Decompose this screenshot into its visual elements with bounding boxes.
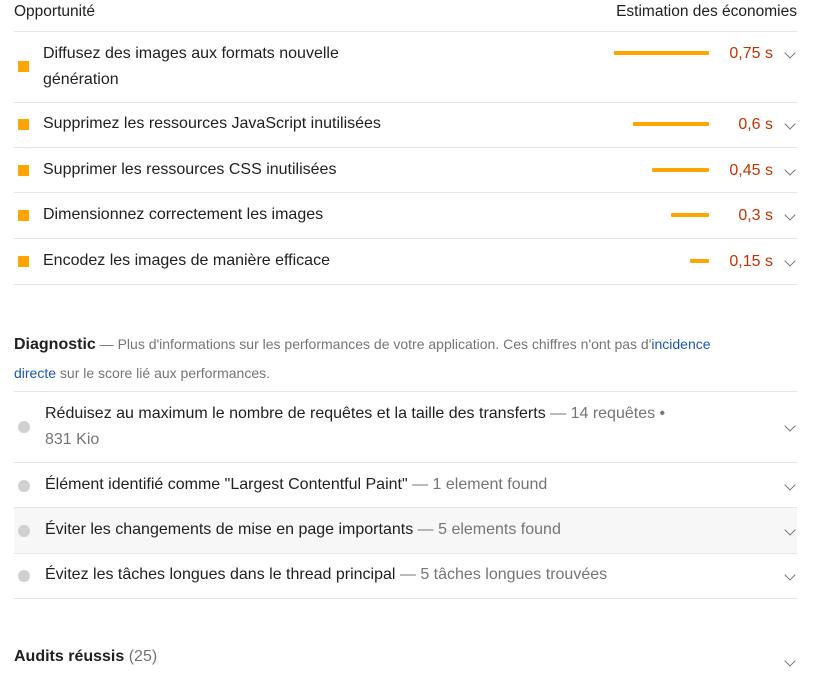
opportunity-title[interactable]: Diffusez des images aux formats nouvelle génération bbox=[43, 45, 339, 88]
savings-column-header: Estimation des économies bbox=[616, 3, 797, 20]
warning-square-icon bbox=[18, 119, 29, 130]
chevron-down-icon[interactable] bbox=[784, 655, 795, 666]
passed-audits-header[interactable]: Audits réussis (25) bbox=[14, 648, 158, 665]
divider bbox=[14, 284, 797, 285]
diagnostic-title: Diagnostic bbox=[14, 336, 96, 353]
divider bbox=[14, 391, 797, 392]
divider bbox=[14, 462, 797, 463]
savings-bar bbox=[633, 122, 709, 126]
warning-square-icon bbox=[18, 61, 29, 72]
info-dot-icon bbox=[18, 525, 30, 537]
divider bbox=[14, 31, 797, 32]
incidence-directe-link[interactable]: incidence directe bbox=[14, 336, 711, 381]
chevron-down-icon[interactable] bbox=[784, 209, 795, 220]
warning-square-icon bbox=[18, 165, 29, 176]
savings-bar bbox=[671, 213, 709, 217]
chevron-down-icon[interactable] bbox=[784, 420, 795, 431]
chevron-down-icon[interactable] bbox=[784, 47, 795, 58]
divider bbox=[14, 192, 797, 193]
savings-value: 0,6 s bbox=[738, 116, 773, 133]
warning-square-icon bbox=[18, 256, 29, 267]
divider bbox=[14, 238, 797, 239]
savings-value: 0,3 s bbox=[738, 207, 773, 224]
diagnostic-item-title[interactable]: Éviter les changements de mise en page importants — 5 elements found bbox=[45, 521, 561, 538]
savings-value: 0,75 s bbox=[729, 45, 773, 62]
opportunity-title[interactable]: Supprimez les ressources JavaScript inutilisées bbox=[43, 115, 381, 132]
chevron-down-icon[interactable] bbox=[784, 479, 795, 490]
savings-bar bbox=[614, 51, 709, 55]
savings-bar bbox=[690, 259, 709, 263]
divider bbox=[14, 147, 797, 148]
info-dot-icon bbox=[18, 570, 30, 582]
divider bbox=[14, 598, 797, 599]
info-dot-icon bbox=[18, 421, 30, 433]
divider bbox=[14, 102, 797, 103]
opportunity-title[interactable]: Encodez les images de manière efficace bbox=[43, 252, 330, 269]
chevron-down-icon[interactable] bbox=[784, 164, 795, 175]
chevron-down-icon[interactable] bbox=[784, 569, 795, 580]
savings-value: 0,15 s bbox=[729, 253, 773, 270]
opportunity-title[interactable]: Dimensionnez correctement les images bbox=[43, 206, 324, 223]
savings-value: 0,45 s bbox=[729, 162, 773, 179]
info-dot-icon bbox=[18, 480, 30, 492]
warning-square-icon bbox=[18, 210, 29, 221]
diagnostic-item-title[interactable]: Réduisez au maximum le nombre de requêtes et la taille des transferts — 14 requêtes • 831 Kio bbox=[45, 405, 666, 448]
diagnostic-item-title[interactable]: Évitez les tâches longues dans le thread principal — 5 tâches longues trouvées bbox=[45, 566, 608, 583]
chevron-down-icon[interactable] bbox=[784, 255, 795, 266]
divider bbox=[14, 553, 797, 554]
diagnostic-item-title[interactable]: Élément identifié comme "Largest Contentful Paint" — 1 element found bbox=[45, 476, 548, 493]
opportunity-title[interactable]: Supprimer les ressources CSS inutilisées bbox=[43, 161, 337, 178]
diagnostic-section-header: Diagnostic — Plus d'informations sur les performances de votre application. Ces chiffres n'ont pas d'incidence directe sur le score lié aux performances. bbox=[14, 336, 711, 381]
chevron-down-icon[interactable] bbox=[784, 118, 795, 129]
opportunity-column-header: Opportunité bbox=[14, 3, 95, 20]
savings-bar bbox=[652, 168, 709, 172]
diagnostic-description: Plus d'informations sur les performances de votre application. Ces chiffres n'ont pas d' bbox=[117, 336, 652, 352]
